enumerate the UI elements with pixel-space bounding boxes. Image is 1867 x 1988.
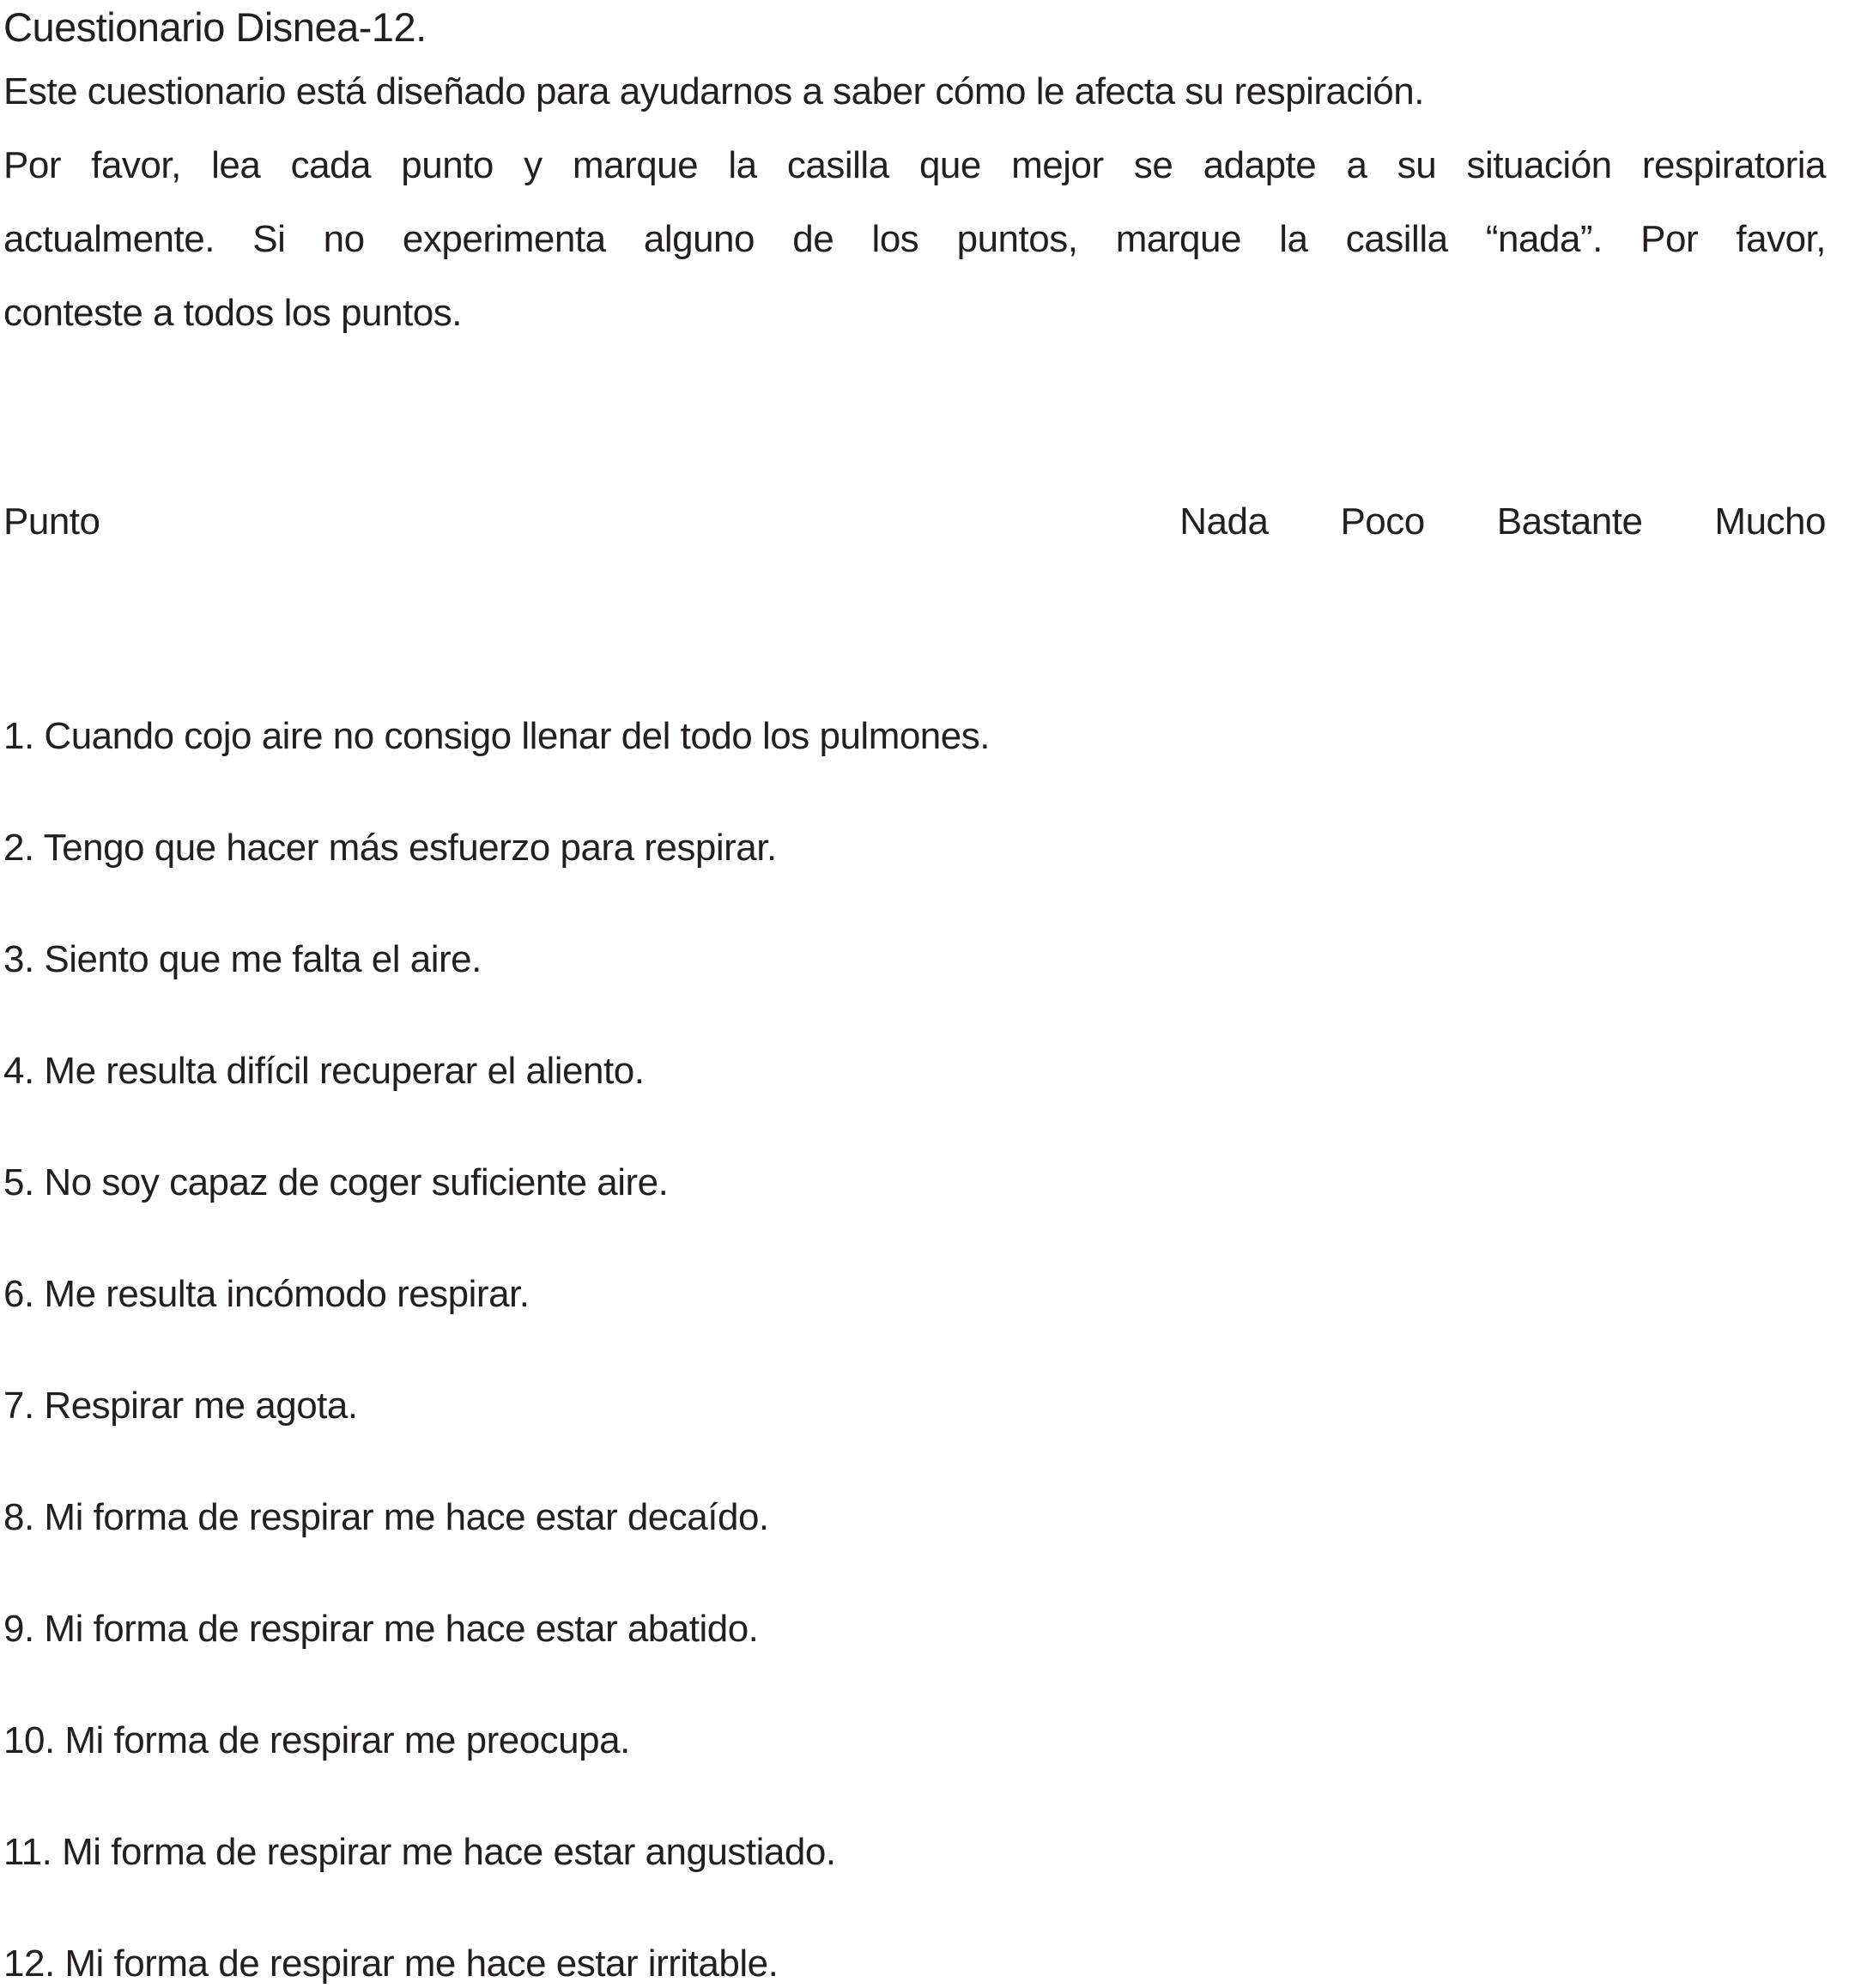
questionnaire-item: 4. Me resulta difícil recuperar el aliento. bbox=[3, 1050, 645, 1092]
questionnaire-item: 11. Mi forma de respirar me hace estar angustiado. bbox=[3, 1831, 836, 1873]
intro-line: conteste a todos los puntos. bbox=[3, 292, 462, 334]
questionnaire-item: 12. Mi forma de respirar me hace estar irritable. bbox=[3, 1943, 779, 1985]
questionnaire-item: 1. Cuando cojo aire no consigo llenar del todo los pulmones. bbox=[3, 715, 990, 757]
questionnaire-item: 5. No soy capaz de coger suficiente aire. bbox=[3, 1161, 669, 1203]
response-options-group bbox=[1179, 498, 1826, 546]
questionnaire-item: 3. Siento que me falta el aire. bbox=[3, 938, 482, 980]
questionnaire-item: 2. Tengo que hacer más esfuerzo para respirar. bbox=[3, 827, 777, 869]
response-option-label-mucho: Mucho bbox=[1714, 500, 1826, 542]
questionnaire-item: 7. Respirar me agota. bbox=[3, 1385, 358, 1427]
item-column-header: Punto bbox=[3, 500, 100, 542]
response-option-label-poco: Poco bbox=[1340, 500, 1425, 542]
intro-line: Este cuestionario está diseñado para ayudarnos a saber cómo le afecta su respiración. bbox=[3, 70, 1424, 112]
intro-line: actualmente. Si no experimenta alguno de los puntos, marque la casilla “nada”. Por favor, bbox=[3, 218, 1826, 260]
page-title: Cuestionario Disnea-12. bbox=[3, 4, 427, 50]
intro-paragraph bbox=[3, 55, 1826, 350]
questionnaire-item: 9. Mi forma de respirar me hace estar abatido. bbox=[3, 1608, 759, 1650]
response-header-row bbox=[3, 498, 1826, 546]
questionnaire-item: 6. Me resulta incómodo respirar. bbox=[3, 1273, 530, 1315]
items-list bbox=[3, 712, 1826, 1988]
questionnaire-item: 10. Mi forma de respirar me preocupa. bbox=[3, 1719, 630, 1761]
response-option-label-bastante: Bastante bbox=[1496, 500, 1643, 542]
questionnaire-item: 8. Mi forma de respirar me hace estar decaído. bbox=[3, 1496, 769, 1538]
response-option-label-nada: Nada bbox=[1179, 500, 1269, 542]
intro-line: Por favor, lea cada punto y marque la casilla que mejor se adapte a su situación respiratoria bbox=[3, 144, 1826, 186]
